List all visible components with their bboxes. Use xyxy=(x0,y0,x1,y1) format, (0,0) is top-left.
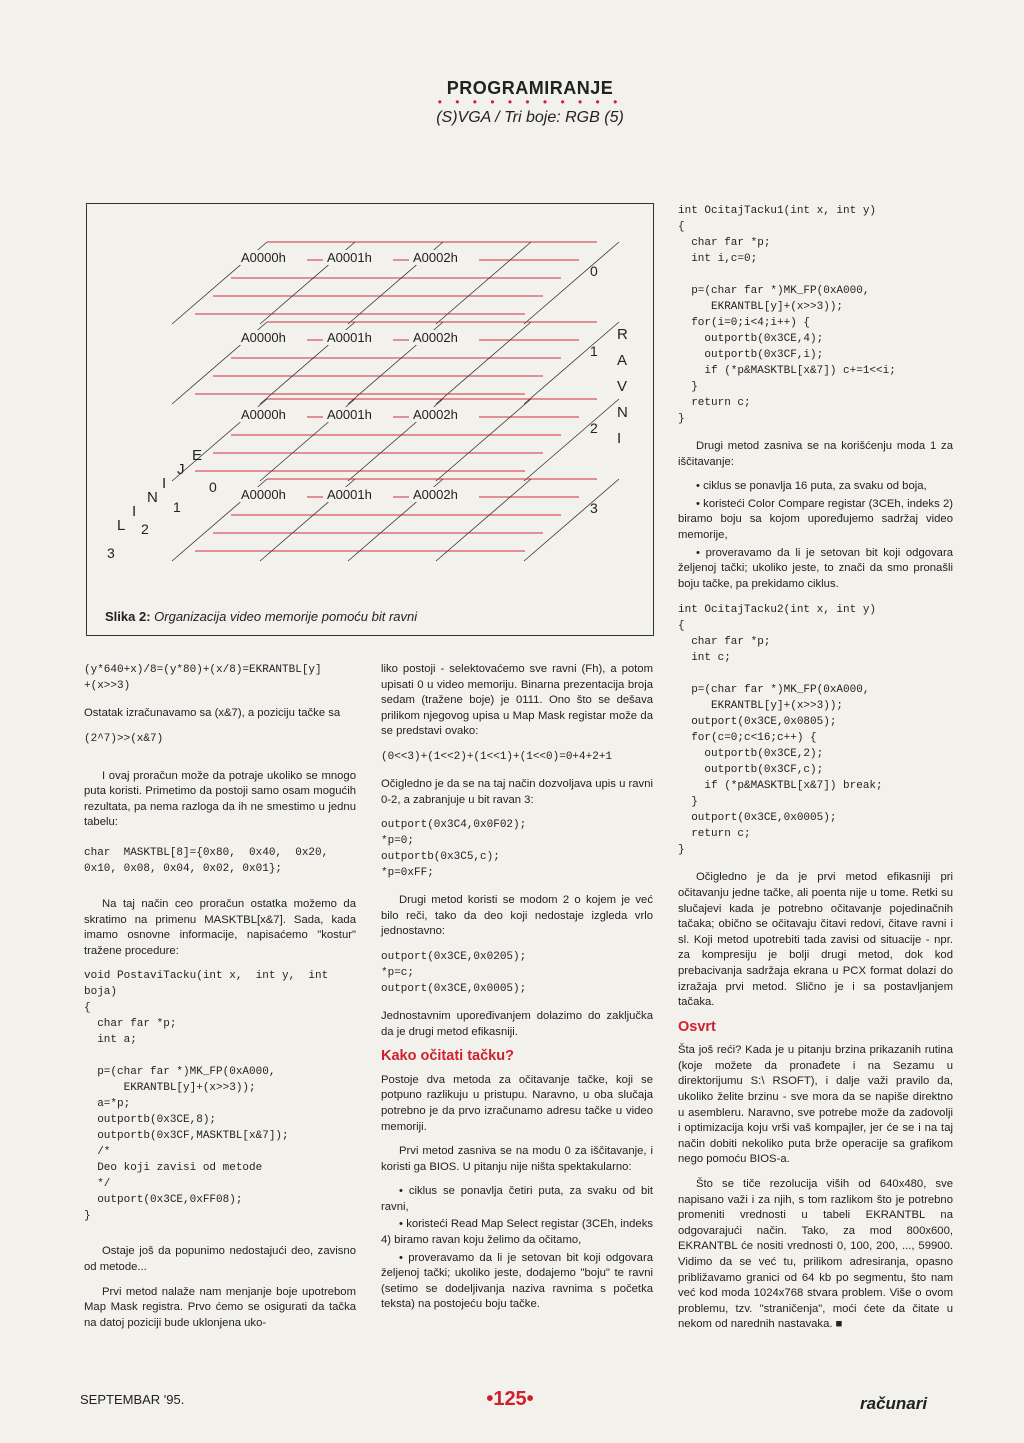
ravni-letter: A xyxy=(617,352,628,369)
bullet-item: • proveravamo da li je setovan bit koji odgovara željenoj tački; ukoliko jeste, dodajemo "boju" te ravni (setimo se dodeljivanja naziva ravnima s početka teksta) na postojeću boju tačke. xyxy=(381,1251,653,1311)
paragraph: Postoje dva metoda za očitavanje tačke, koji se potpuno razlikuju u pristupu. Naravno, u oba slučaja potrebno je da prvo izračunamo adresu tačke u video memoriji. xyxy=(381,1073,653,1133)
section-title: PROGRAMIRANJE xyxy=(446,78,614,98)
magazine-logo: računari xyxy=(860,1394,928,1413)
code-block: int OcitajTacku2(int x, int y) { char far *p; int c; p=(char far *)MK_FP(0xA000, EKRANTBL[y]+(x>>3)); outport(0x3CE,0x0805); for(c=0;c<16;c++) { outportb(0x3CE,2); outportb(0x3CF,c); if (*p&MASKTBL[x&7]) break; } outport(0x3CE,0x0005); return c; } xyxy=(678,604,883,857)
section-heading: Kako očitati tačku? xyxy=(381,1048,514,1065)
bullet-item: • ciklus se ponavlja 16 puta, za svaku od boja, xyxy=(696,480,927,493)
code-block: int OcitajTacku1(int x, int y) { char far *p; int i,c=0; p=(char far *)MK_FP(0xA000, EKRANTBL[y]+(x>>3)); for(i=0;i<4;i++) { outportb(0x3CE,4); outportb(0x3CF,i); if (*p&MASKTBL[x&7]) c+=1<<i; } return c; } xyxy=(678,205,896,425)
address-label: A0000h xyxy=(241,250,286,265)
linije-letter: I xyxy=(132,503,137,520)
code-block: outport(0x3C4,0x0F02); *p=0; outportb(0x3C5,c); *p=0xFF; xyxy=(381,819,527,880)
code-block: (y*640+x)/8=(y*80)+(x/8)=EKRANTBL[y] +(x>>3) xyxy=(84,664,322,692)
line-number: 2 xyxy=(141,521,149,537)
paragraph: Jednostavnim upoređivanjem dolazimo do zaključka da je drugi metod efikasniji. xyxy=(381,1009,653,1038)
plane-number: 1 xyxy=(590,343,598,359)
paragraph: Ostaje još da popunimo nedostajući deo, zavisno od metode... xyxy=(84,1245,356,1273)
paragraph: liko postoji - selektovaćemo sve ravni (Fh), a potom upisati 0 u video memoriju. Binarna prezentacija broja sedam (tražene boje) je 0111. Ono što se dešava prilikom njegovog upisa u Map Mask registar može da se predstavi ovako: xyxy=(381,663,653,738)
linije-letter: N xyxy=(147,489,158,506)
paragraph: I ovaj proračun može da potraje ukoliko se mnogo puta koristi. Primetimo da postoji samo osam mogućih rezultata, pa nema razloga da ih ne smestimo u jednu tabelu: xyxy=(84,769,356,829)
paragraph: Šta još reći? Kada je u pitanju brzina prikazanih rutina (koje možete da pronađete i na Sezamu u direktorijumu S:\ RSOFT), i dalje važi pravilo da, ukoliko želite brzinu - sve mora da se napiše direktno u asembleru. Naravno, sve potrebe može da zadovolji i optimizacija koju vrši vaš kompajler, jer će se i na taj način dobiti nekoliko puta brže operacije sa grafikom nego pomoću BIOS-a. xyxy=(678,1044,953,1166)
caption-prefix: Slika 2: xyxy=(105,609,151,624)
address-label: A0002h xyxy=(413,407,458,422)
figure-caption xyxy=(105,609,417,624)
paragraph: Što se tiče rezolucija viših od 640x480, sve napisano važi i za njih, s tom razlikom što je potrebno promeniti vrednosti u tabeli EKRANTBL na odgovarajući način. Tako, za mod 800x600, EKRANTBL će nositi vrednosti 0, 100, 200, ..., 59900. Vidimo da se već tu, prilikom adresiranja, opasno približavamo granici od 64 kb po segmentu, što nam već kod moda 1024x768 stvara problem. Više o ovom problemu, tzv. "straničenja", moći ćete da čitate u nekom od narednih nastavaka. ■ xyxy=(678,1178,953,1331)
page-number: •125• xyxy=(486,1388,534,1410)
section-heading: Osvrt xyxy=(678,1018,716,1035)
ravni-letter: N xyxy=(617,404,628,421)
plane-number: 0 xyxy=(590,263,598,279)
ravni-letter: V xyxy=(617,378,628,395)
address-label: A0002h xyxy=(413,250,458,265)
address-label: A0001h xyxy=(327,407,372,422)
ravni-letter: R xyxy=(617,326,628,343)
linije-letter: L xyxy=(117,517,126,534)
linije-letter: E xyxy=(192,447,203,464)
bullet-item: • koristeći Color Compare registar (3CEh, indeks 2) biramo boju sa kojom upoređujemo sadržaj video memorije, xyxy=(678,497,953,541)
plane-number: 3 xyxy=(590,500,598,516)
footer-date: SEPTEMBAR '95. xyxy=(80,1392,185,1407)
code-block: (2^7)>>(x&7) xyxy=(84,732,164,745)
paragraph: Prvi metod nalaže nam menjanje boje upotrebom Map Mask registra. Prvo ćemo se osigurati da tačka na datoj poziciji bude uklonjena uko- xyxy=(84,1285,356,1329)
page-header xyxy=(380,78,680,127)
column-3 xyxy=(678,203,953,1342)
paragraph: Na taj način ceo proračun ostatka možemo da skratimo na primenu MASKTBL[x&7]. Sada, kada imamo osnovne informacije, napisaćemo "kostur" tražene procedure: xyxy=(84,897,356,957)
column-1 xyxy=(84,662,356,1340)
address-label: A0001h xyxy=(327,250,372,265)
line-number: 1 xyxy=(173,499,181,515)
paragraph: Očigledno je da je prvi metod efikasniji pri očitavanju jedne tačke, ali poenta nije u tome. Retki su slučajevi kada je potrebno očitavanje pojedinačnih tačaka; obično se očitavaju čitavi redovi, čitave ravni i sl. Koji metod upotrebiti tada zavisi od situacije - npr. za kompresiju je bolji drugi metod, dok kod prebacivanja sadržaja ekrana u PCX format dolazi do izražaja prvi metod. Slično je i sa postavljanjem tačaka. xyxy=(678,871,953,1009)
address-label: A0002h xyxy=(413,487,458,502)
plane-column-line xyxy=(524,242,619,324)
address-label: A0000h xyxy=(241,330,286,345)
address-label: A0000h xyxy=(241,407,286,422)
plane-number: 2 xyxy=(590,420,598,436)
paragraph: Drugi metod zasniva se na korišćenju moda 1 za iščitavanje: xyxy=(678,440,953,468)
paragraph: Ostatak izračunavamo sa (x&7), a poziciju tačke sa xyxy=(84,707,341,719)
bullet-item: • ciklus se ponavlja četiri puta, za svaku od bit ravni, xyxy=(381,1185,653,1213)
column-2 xyxy=(381,662,653,1315)
address-label: A0000h xyxy=(241,487,286,502)
code-block: char MASKTBL[8]={0x80, 0x40, 0x20, 0x10, 0x08, 0x04, 0x02, 0x01}; xyxy=(84,846,329,875)
code-block: (0<<3)+(1<<2)+(1<<1)+(1<<0)=0+4+2+1 xyxy=(381,750,613,763)
figure-bit-planes xyxy=(86,203,654,636)
paragraph: Prvi metod zasniva se na modu 0 za iščitavanje, i koristi ga BIOS. U pitanju nije ništa spektakularno: xyxy=(381,1145,653,1173)
caption-text: Organizacija video memorije pomoću bit ravni xyxy=(154,609,418,624)
header-dots: • • • • • • • • • • • xyxy=(437,95,623,109)
line-number: 0 xyxy=(209,479,217,495)
plane-column-line xyxy=(524,322,619,404)
code-block: outport(0x3CE,0x0205); *p=c; outport(0x3CE,0x0005); xyxy=(381,950,527,995)
linije-letter: I xyxy=(162,475,167,492)
bit-planes-diagram xyxy=(87,204,655,637)
code-block: void PostaviTacku(int x, int y, int boja) { char far *p; int a; p=(char far *)MK_FP(0xA000, EKRANTBL[y]+(x>>3)); a=*p; outportb(0x3CE,8); outportb(0x3CF,MASKTBL[x&7]); /* Deo koji zavisi od metode */ outport(0x3CE,0xFF08); } xyxy=(84,970,329,1223)
paragraph: Drugi metod koristi se modom 2 o kojem je već bilo reči, tako da deo koji nedostaje izgleda vrlo jednostavno: xyxy=(381,894,653,938)
paragraph: Očigledno je da se na taj način dozvoljava upis u ravni 0-2, a zabranjuje u bit ravan 3: xyxy=(381,777,653,806)
plane-column-line xyxy=(524,479,619,561)
bullet-item: • proveravamo da li je setovan bit koji odgovara željenoj tački; ukoliko jeste, to znači da smo pronašli boju tačke, pa prekidamo ciklus. xyxy=(678,546,953,590)
address-label: A0001h xyxy=(327,487,372,502)
plane-column-line xyxy=(524,399,622,481)
address-label: A0001h xyxy=(327,330,372,345)
ravni-letter: I xyxy=(617,430,622,447)
article-subtitle: (S)VGA / Tri boje: RGB (5) xyxy=(436,109,624,126)
bullet-item: • koristeći Read Map Select registar (3CEh, indeks 4) biramo ravan koju želimo da očitamo, xyxy=(381,1218,653,1247)
line-number: 3 xyxy=(107,545,115,561)
address-label: A0002h xyxy=(413,330,458,345)
linije-letter: J xyxy=(177,461,185,478)
